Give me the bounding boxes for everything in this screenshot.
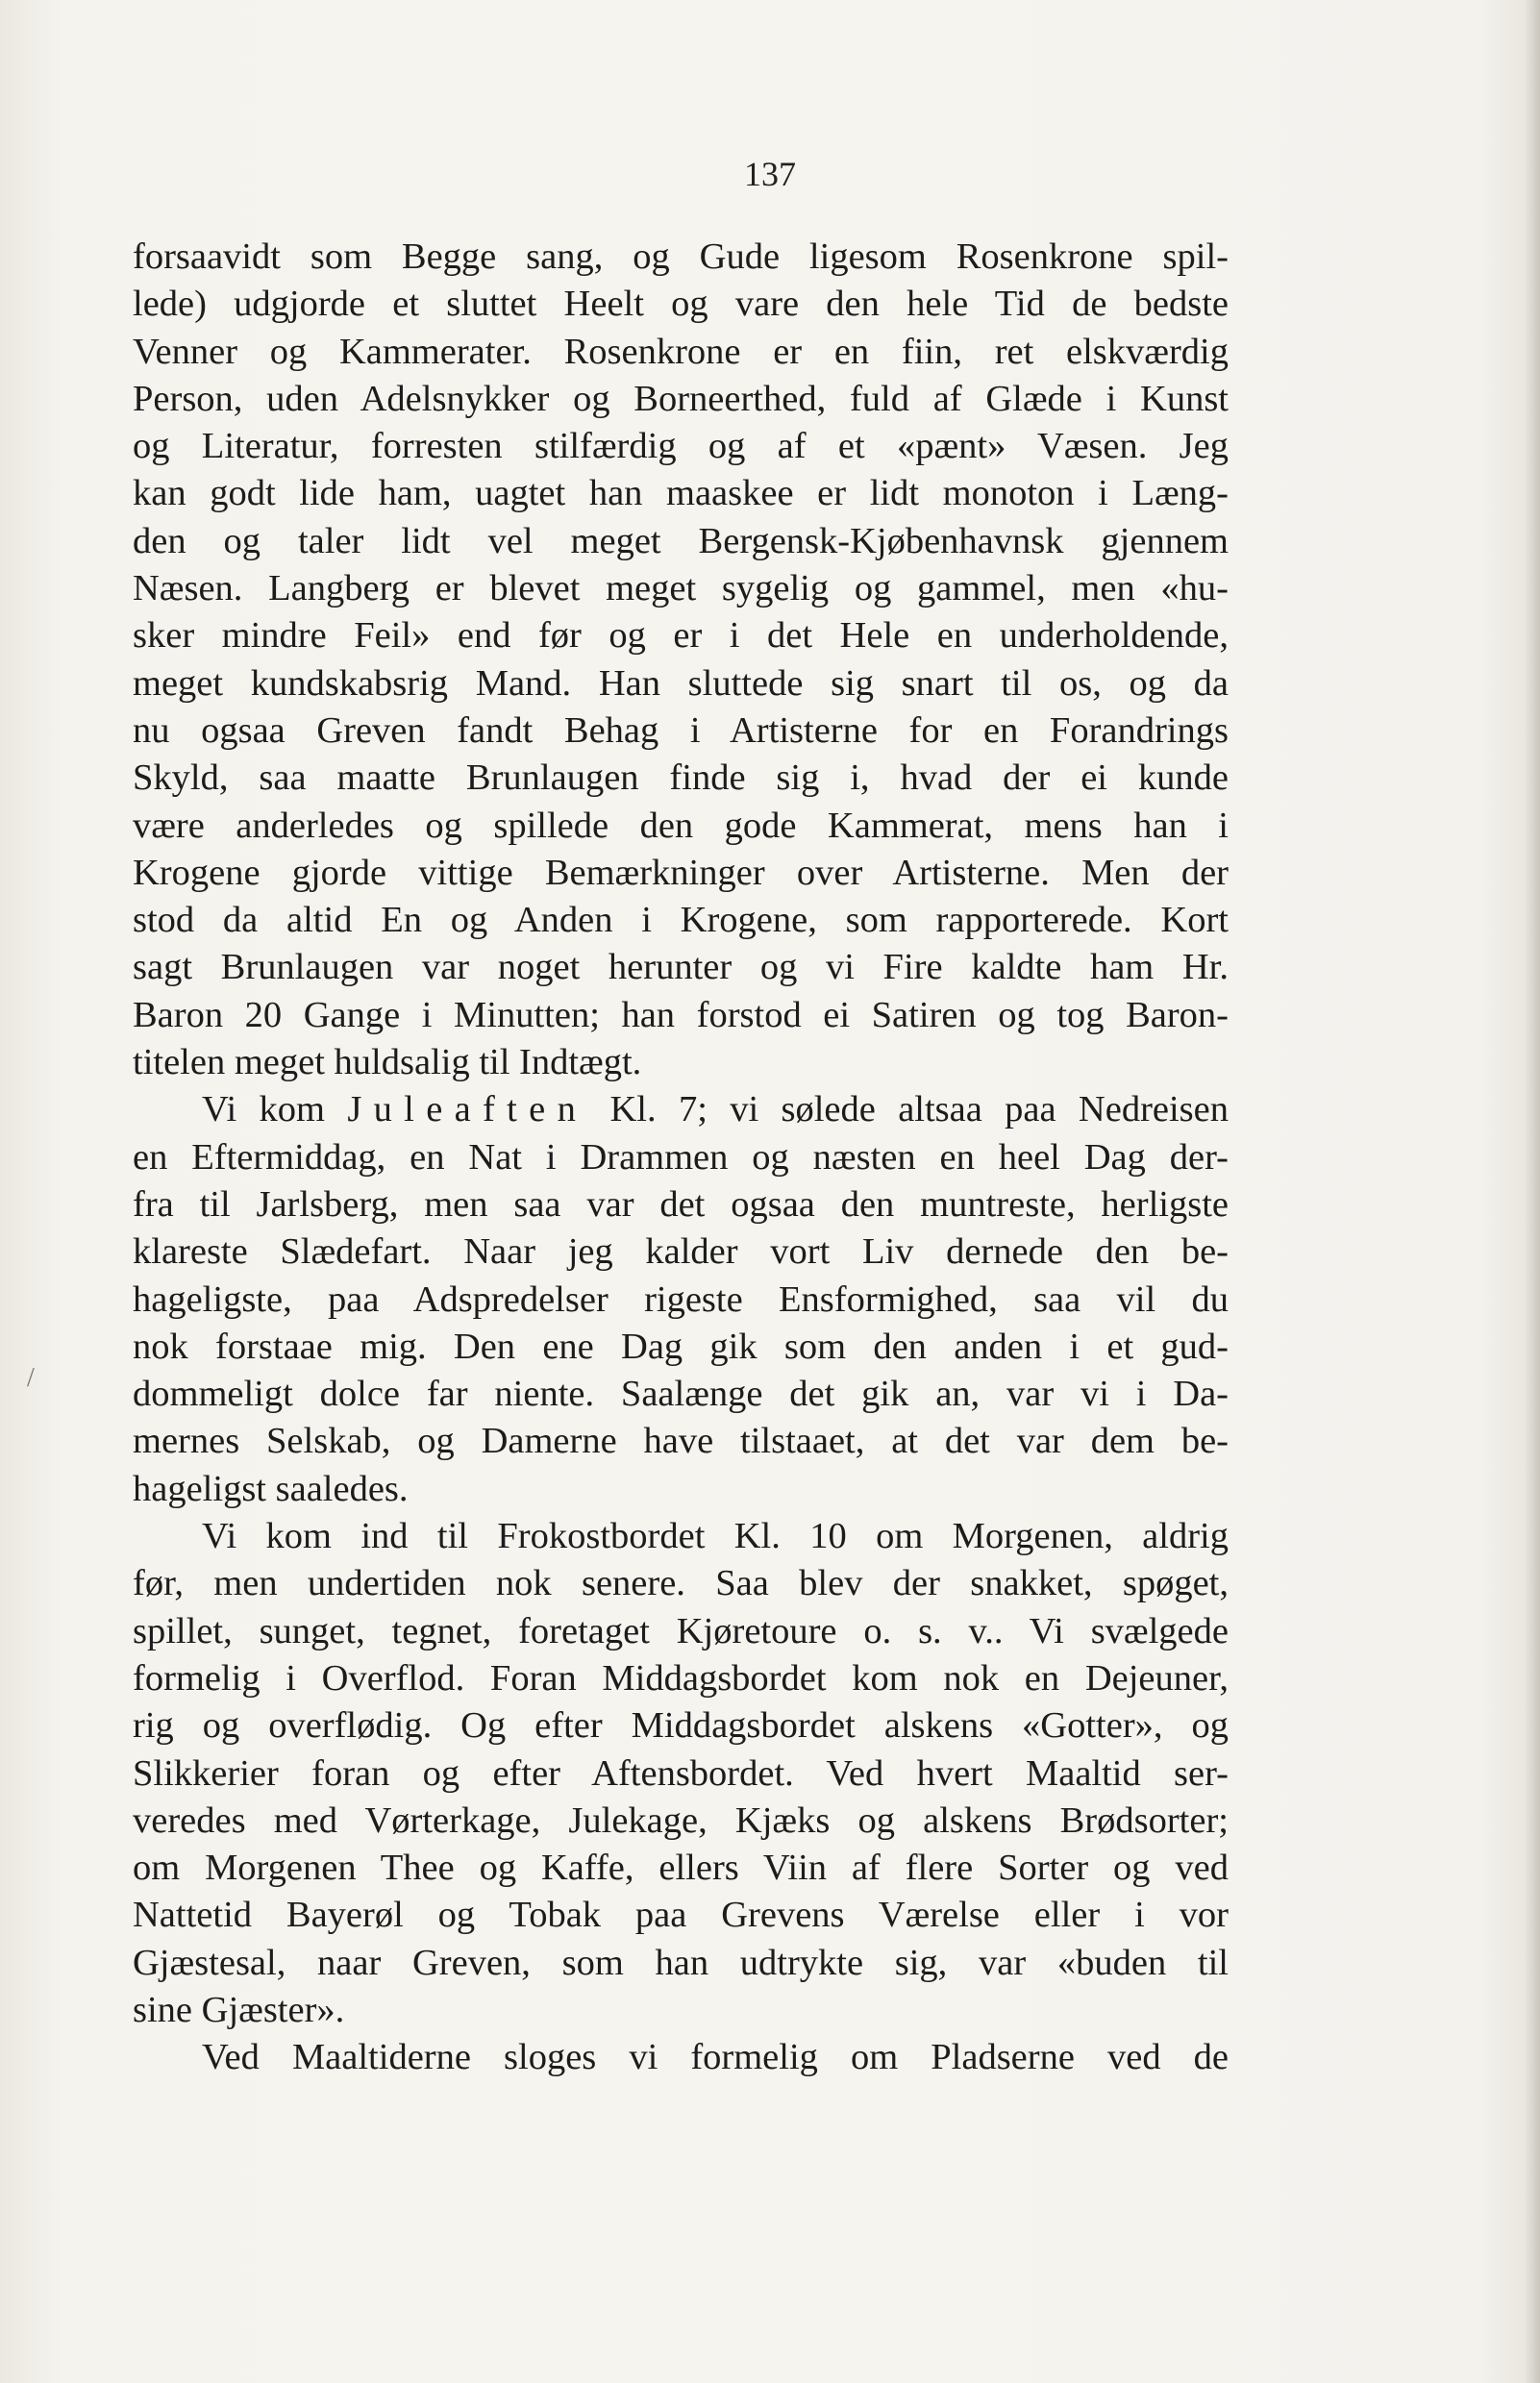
- text-line: og Literatur, forresten stilfærdig og af et «pænt» Væsen. Jeg: [133, 426, 1229, 467]
- text-line: Venner og Kammerater. Rosenkrone er en fiin, ret elskværdig: [133, 331, 1229, 372]
- text-line: rig og overflødig. Og efter Middagsbordet alskens «Gotter», og: [133, 1705, 1229, 1747]
- text-line: den og taler lidt vel meget Bergensk-Kjøbenhavnsk gjennem: [133, 520, 1229, 561]
- text-line: Ved Maaltiderne sloges vi formelig om Pladserne ved de: [202, 2037, 1229, 2078]
- text-line: en Eftermiddag, en Nat i Drammen og næsten en heel Dag der-: [133, 1136, 1229, 1178]
- text-line: hageligst saaledes.: [133, 1468, 409, 1509]
- text-line: Gjæstesal, naar Greven, som han udtrykte sig, var «buden til: [133, 1942, 1229, 1983]
- spaced-word: Juleaften: [347, 1089, 588, 1130]
- text-line: Nattetid Bayerøl og Tobak paa Grevens Værelse eller i vor: [133, 1895, 1229, 1936]
- text-line: formelig i Overflod. Foran Middagsbordet kom nok en Dejeuner,: [133, 1657, 1229, 1699]
- text-line: Baron 20 Gange i Minutten; han forstod ei Satiren og tog Baron-: [133, 994, 1229, 1035]
- text-line: Næsen. Langberg er blevet meget sygelig og gammel, men «hu-: [133, 568, 1229, 609]
- text-line: Person, uden Adelsnykker og Borneerthed, fuld af Glæde i Kunst: [133, 378, 1229, 419]
- text-line: titelen meget huldsalig til Indtægt.: [133, 1042, 642, 1083]
- text-line: nok forstaae mig. Den ene Dag gik som den anden i et gud-: [133, 1326, 1229, 1367]
- text-line: fra til Jarlsberg, men saa var det ogsaa den muntreste, herligste: [133, 1183, 1229, 1225]
- text-line: lede) udgjorde et sluttet Heelt og vare den hele Tid de bedste: [133, 284, 1229, 325]
- body-text: [133, 234, 1229, 2082]
- text-line: Skyld, saa maatte Brunlaugen finde sig i, hvad der ei kunde: [133, 757, 1229, 799]
- text-line: om Morgenen Thee og Kaffe, ellers Viin af flere Sorter og ved: [133, 1848, 1229, 1889]
- text-fragment: Vi kom: [202, 1089, 348, 1130]
- text-line: Vi kom ind til Frokostbordet Kl. 10 om Morgenen, aldrig: [202, 1516, 1229, 1557]
- text-line: forsaavidt som Begge sang, og Gude ligesom Rosenkrone spil-: [133, 236, 1229, 277]
- text-line: før, men undertiden nok senere. Saa blev der snakket, spøget,: [133, 1563, 1229, 1604]
- text-line: Slikkerier foran og efter Aftensbordet. Ved hvert Maaltid ser-: [133, 1752, 1229, 1794]
- text-line: sine Gjæster».: [133, 1989, 345, 2030]
- text-line: spillet, sunget, tegnet, foretaget Kjøretoure o. s. v.. Vi svælgede: [133, 1610, 1229, 1651]
- text-line: nu ogsaa Greven fandt Behag i Artisterne for en Forandrings: [133, 709, 1229, 751]
- text-line: dommeligt dolce far niente. Saalænge det gik an, var vi i Da-: [133, 1374, 1229, 1415]
- text-line: [133, 1086, 1229, 1133]
- text-line: Krogene gjorde vittige Bemærkninger over Artisterne. Men der: [133, 852, 1229, 893]
- text-line: stod da altid En og Anden i Krogene, som rapporterede. Kort: [133, 900, 1229, 941]
- text-line: være anderledes og spillede den gode Kammerat, mens han i: [133, 805, 1229, 846]
- text-line: veredes med Vørterkage, Julekage, Kjæks og alskens Brødsorter;: [133, 1800, 1229, 1841]
- text-line: sagt Brunlaugen var noget herunter og vi Fire kaldte ham Hr.: [133, 947, 1229, 988]
- text-line: kan godt lide ham, uagtet han maaskee er lidt monoton i Læng-: [133, 473, 1229, 514]
- text-line: sker mindre Feil» end før og er i det Hele en underholdende,: [133, 615, 1229, 657]
- text-line: hageligste, paa Adspredelser rigeste Ensformighed, saa vil du: [133, 1278, 1229, 1320]
- page-edge-shadow: [1525, 0, 1540, 2383]
- text-fragment: Kl. 7; vi sølede altsaa paa Nedreisen: [587, 1089, 1229, 1130]
- page-number: 137: [744, 155, 796, 193]
- text-line: meget kundskabsrig Mand. Han sluttede sig snart til os, og da: [133, 662, 1229, 704]
- text-line: klareste Slædefart. Naar jeg kalder vort Liv dernede den be-: [133, 1231, 1229, 1273]
- text-line: mernes Selskab, og Damerne have tilstaaet, at det var dem be-: [133, 1421, 1229, 1462]
- margin-mark: /: [27, 1363, 35, 1393]
